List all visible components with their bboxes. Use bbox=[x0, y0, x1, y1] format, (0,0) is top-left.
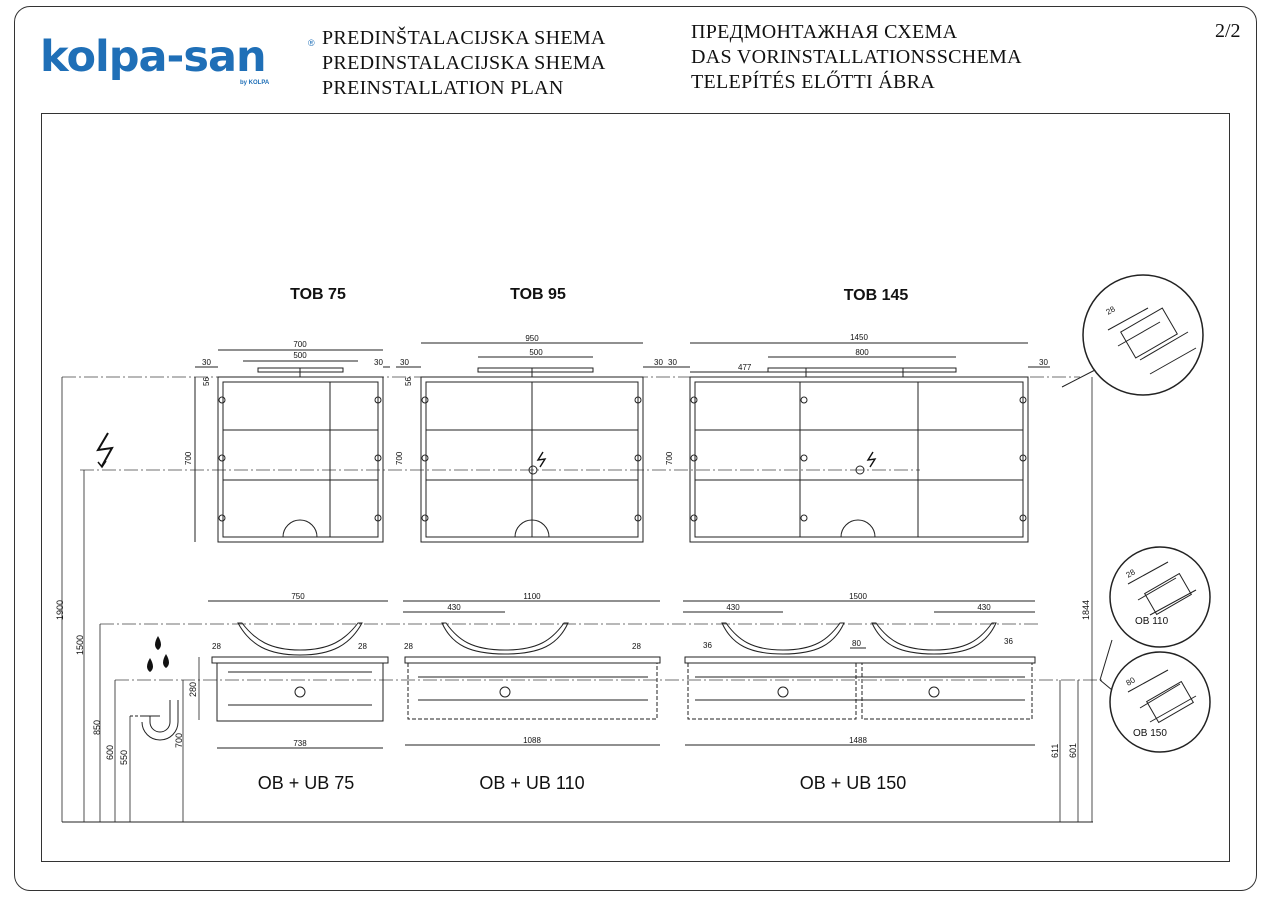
dim-ub150-edge-left: 36 bbox=[703, 641, 712, 650]
title-line: DAS VORINSTALLATIONSSCHEMA bbox=[691, 46, 1022, 68]
dim-1500: 1500 bbox=[75, 634, 85, 655]
dim-ub75-edge-left: 28 bbox=[212, 642, 221, 651]
detail-mount-tob bbox=[1083, 275, 1203, 395]
title-line: PREINSTALLATION PLAN bbox=[322, 77, 564, 99]
cabinet-tob95 bbox=[421, 368, 643, 542]
dim-tob145-overall: 1450 bbox=[850, 333, 868, 342]
dim-tob95-side-right: 30 bbox=[654, 358, 663, 367]
dim-tob145-mirror: 800 bbox=[855, 348, 869, 357]
dim-ub150-inner: 1488 bbox=[849, 736, 867, 745]
dim-ub110-edge-right: 28 bbox=[632, 642, 641, 651]
detail-mount-ob150 bbox=[1110, 652, 1210, 752]
dim-280: 280 bbox=[188, 681, 198, 697]
title-line: PREDINŠTALACIJSKA SHEMA bbox=[322, 27, 606, 49]
drain-siphon-icon bbox=[140, 700, 178, 740]
detail-leader bbox=[1100, 680, 1112, 690]
dim-tob95-top-offset: 56 bbox=[404, 377, 413, 386]
dim-ub150-edge-right: 36 bbox=[1004, 637, 1013, 646]
cabinet-tob145 bbox=[690, 368, 1028, 542]
dim-611: 611 bbox=[1050, 743, 1060, 758]
water-supply-icon bbox=[147, 636, 169, 672]
dim-ub150-top: 1500 bbox=[849, 592, 867, 601]
dim-tob75-height: 700 bbox=[184, 451, 193, 465]
electric-outlet-icon bbox=[538, 452, 545, 467]
dim-tob75-side-right: 30 bbox=[374, 358, 383, 367]
dim-tob145-side-right: 30 bbox=[1039, 358, 1048, 367]
detail-spacing: 28 bbox=[1124, 567, 1137, 580]
dim-tob95-overall: 950 bbox=[525, 334, 539, 343]
dim-ub75-edge-right: 28 bbox=[358, 642, 367, 651]
dim-tob95-mirror: 500 bbox=[529, 348, 543, 357]
dim-550: 550 bbox=[119, 749, 129, 765]
page-number: 2/2 bbox=[1215, 20, 1241, 42]
dim-tob75-side-left: 30 bbox=[202, 358, 211, 367]
title-line: PREDINSTALACIJSKA SHEMA bbox=[322, 52, 606, 74]
unit-label-ob-ub75: OB + UB 75 bbox=[257, 773, 355, 793]
dim-ub75-inner: 738 bbox=[293, 739, 307, 748]
dim-ub110-top: 1100 bbox=[523, 592, 541, 601]
brand-wordmark: kolpa-san bbox=[40, 32, 266, 82]
dim-700: 700 bbox=[174, 732, 184, 748]
cabinet-tob75 bbox=[218, 368, 383, 542]
detail-mount-ob110 bbox=[1110, 547, 1210, 647]
detail-label-ob110: OB 110 bbox=[1135, 616, 1169, 627]
dim-850: 850 bbox=[92, 719, 102, 735]
dim-ub110-inner: 1088 bbox=[523, 736, 541, 745]
registered-mark-icon: ® bbox=[308, 38, 315, 48]
dim-1844: 1844 bbox=[1081, 599, 1091, 620]
title-line: ПРЕДМОНТАЖНАЯ СХЕМА bbox=[691, 21, 958, 43]
detail-leader bbox=[1100, 640, 1112, 680]
detail-spacing: 28 bbox=[1104, 304, 1117, 317]
vanity-ob-ub110 bbox=[403, 592, 660, 745]
dim-ub150-basin-right: 430 bbox=[977, 603, 991, 612]
dim-ub150-basin-left: 430 bbox=[726, 603, 740, 612]
vertical-dimensions bbox=[62, 377, 1092, 822]
unit-label-tob75: TOB 75 bbox=[290, 286, 346, 303]
vanity-ob-ub75 bbox=[208, 592, 388, 748]
dim-ub150-gap: 80 bbox=[852, 639, 861, 648]
dim-ub110-edge-left: 28 bbox=[404, 642, 413, 651]
electric-outlet-icon bbox=[868, 452, 875, 467]
dim-tob75-top-offset: 56 bbox=[202, 377, 211, 386]
dim-1900: 1900 bbox=[55, 599, 65, 620]
vanity-ob-ub150 bbox=[683, 592, 1035, 745]
unit-label-ob-ub150: OB + UB 150 bbox=[799, 773, 907, 793]
dim-ub75-top: 750 bbox=[291, 592, 305, 601]
detail-label-ob150: OB 150 bbox=[1133, 728, 1167, 739]
dim-tob75-mirror: 500 bbox=[293, 351, 307, 360]
dim-601: 601 bbox=[1068, 742, 1078, 758]
detail-leader bbox=[1062, 370, 1095, 387]
unit-label-tob145: TOB 145 bbox=[843, 287, 909, 304]
dim-tob75-overall: 700 bbox=[293, 340, 307, 349]
unit-label-ob-ub110: OB + UB 110 bbox=[479, 773, 585, 793]
dim-ub110-basin-offset: 430 bbox=[447, 603, 461, 612]
dim-tob95-side-left: 30 bbox=[400, 358, 409, 367]
dim-tob145-height: 700 bbox=[665, 451, 674, 465]
brand-subtitle: by KOLPA bbox=[240, 80, 270, 86]
dim-600: 600 bbox=[105, 744, 115, 760]
unit-label-tob95: TOB 95 bbox=[510, 286, 566, 303]
title-line: TELEPÍTÉS ELŐTTI ÁBRA bbox=[691, 71, 936, 93]
dim-tob145-offset: 477 bbox=[738, 363, 752, 372]
detail-spacing: 80 bbox=[1124, 675, 1137, 688]
electric-supply-icon bbox=[98, 433, 112, 466]
dim-tob95-height: 700 bbox=[395, 451, 404, 465]
dim-tob145-side-left: 30 bbox=[668, 358, 677, 367]
